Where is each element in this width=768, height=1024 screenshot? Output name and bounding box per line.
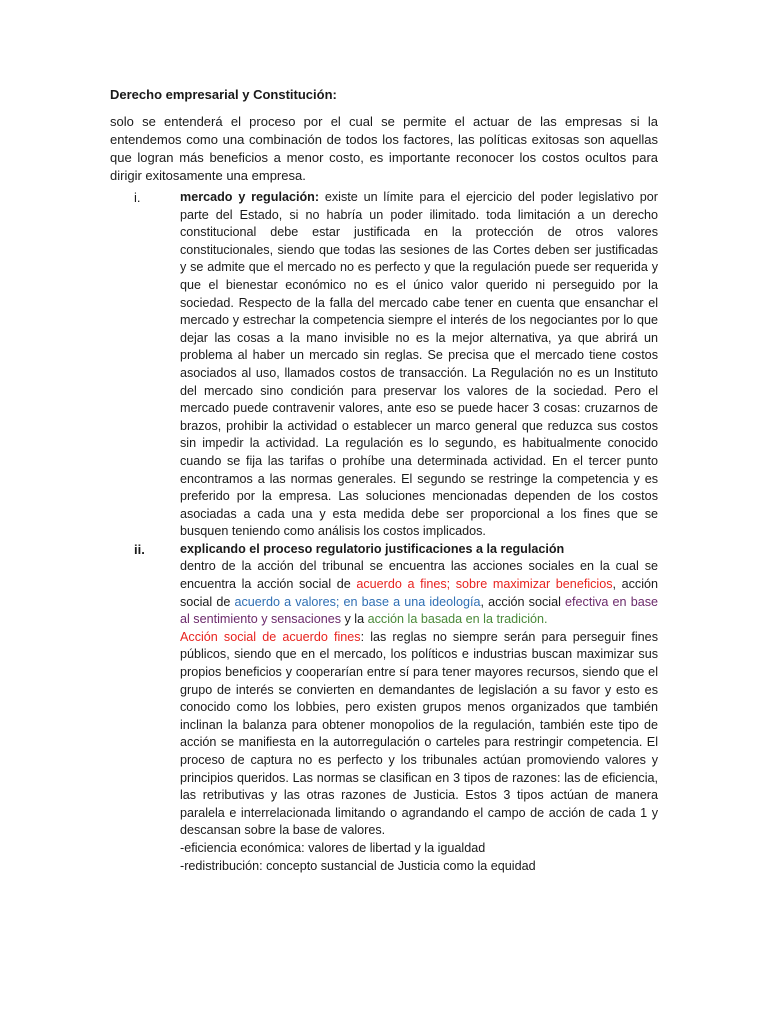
p1-text-a: dentro de la acción del tribunal se encuentra las acciones sociales en la cual se encuentra la acción social de [180,559,658,592]
p1-text-c: , acción social [480,594,566,609]
p1-blue-phrase: acuerdo a valores; en base a una ideología [234,594,481,609]
item-i-text: existe un límite para el ejercicio del poder legislativo por parte del Estado, si no habría un poder ilimitado. toda limitación a un derecho constitucional debe estar justificada en la protección de otros valores constitucionales, siendo que todas las sesiones de las Cortes deben ser justificadas y se admite que el mercado no es perfecto y que la regulación puede ser requerida y que el bienestar económico no es el único valor querido ni perseguido por la sociedad. Respecto de la falla del mercado cabe tener en cuenta que ensanchar el mercado y estrechar la competencia siempre el interés de los negociantes por lo que dejar las cosas a la mano invisible no es la mejor alternativa, ya que abrirá un problema al haber un mercado sin reglas. Se precisa que el mercado tiene costos asociados al uso, llamados costos de transacción. La Regulación no es un Instituto del mercado sino condición para preservar los valores de la sociedad. Pero el mercado puede contravenir valores, ante eso se puede hacer 3 cosas: cruzarnos de brazos, prohibir la actividad o establecer un marco general que reduzca sus costos sin impedir la actividad. La regulación es lo segundo, es habitualmente conocido cuando se fija las tarifas o prohíbe una determinada actividad. En el tercer punto encontramos a las normas generales. El segundo se restringe la competencia y es preferido por la empresa. Las soluciones mencionadas dependen de los costos asociadas a cada una y esta medida debe ser proporcional a los fines que se busquen teniendo como análisis los costos implicados. [180,190,658,539]
list-item-ii [110,541,658,875]
item-i-title: mercado y regulación: [180,190,320,204]
document-page [110,86,658,875]
intro-paragraph: solo se entenderá el proceso por el cual se permite el actuar de las empresas si la entendemos como una combinación de todos los factores, las políticas exitosas son aquellas que logran más beneficios a menor costo, es importante reconocer los costos ocultos para dirigir exitosamente una empresa. [110,114,658,183]
p1-text-b: , acción social de [180,577,659,609]
list-item-ii-body [180,541,658,875]
efficiency-line: -eficiencia económica: valores de libertad y la igualdad [180,840,486,855]
list-item-i [110,189,658,541]
document-heading: Derecho empresarial y Constitución: [110,87,337,102]
p1-green-phrase: acción la basada en la tradición. [367,612,548,627]
p1-text-d: y la [341,612,368,627]
item-ii-title: explicando el proceso regulatorio justificaciones a la regulación [180,541,565,556]
list-item-i-body [180,189,658,541]
p2-text: : las reglas no siempre serán para perseguir fines públicos, siendo que en el mercado, los políticos e industrias buscan maximizar sus propios beneficios y cooperarían entre sí para tener mayores recursos, siendo que el grupo de interés se convierten en demandantes de legislación a su favor y esto es conocido como los lobbies, pero existen grupos menos organizados que también inclinan la balanza para obtener monopolios de la regulación, también este tipo de acción se manifiesta en la autorregulación o carteles para restringir competencia. El proceso de captura no es perfecto y los tribunales actúan promoviendo valores y principios queridos. Las normas se clasifican en 3 tipos de razones: las de eficiencia, las retributivas y las otras razones de Justicia. Estos 3 tipos actúan de manera paralela e interrelacionada limitando o agrandando el campo de acción de cada 1 y descansan sobre la base de valores. [180,629,658,838]
p2-red-phrase: Acción social de acuerdo fines [180,629,361,644]
list-marker-ii: ii. [134,541,145,557]
redistribution-line: -redistribución: concepto sustancial de Justicia como la equidad [180,858,536,873]
list-marker-i: i. [134,190,141,205]
item-ii-paragraph-2 [180,629,658,840]
item-ii-paragraph-1 [180,558,658,628]
p1-red-phrase: acuerdo a fines; sobre maximizar beneficios [356,577,613,592]
p1-purple-phrase: efectiva en base al sentimiento y sensaciones [180,594,659,627]
